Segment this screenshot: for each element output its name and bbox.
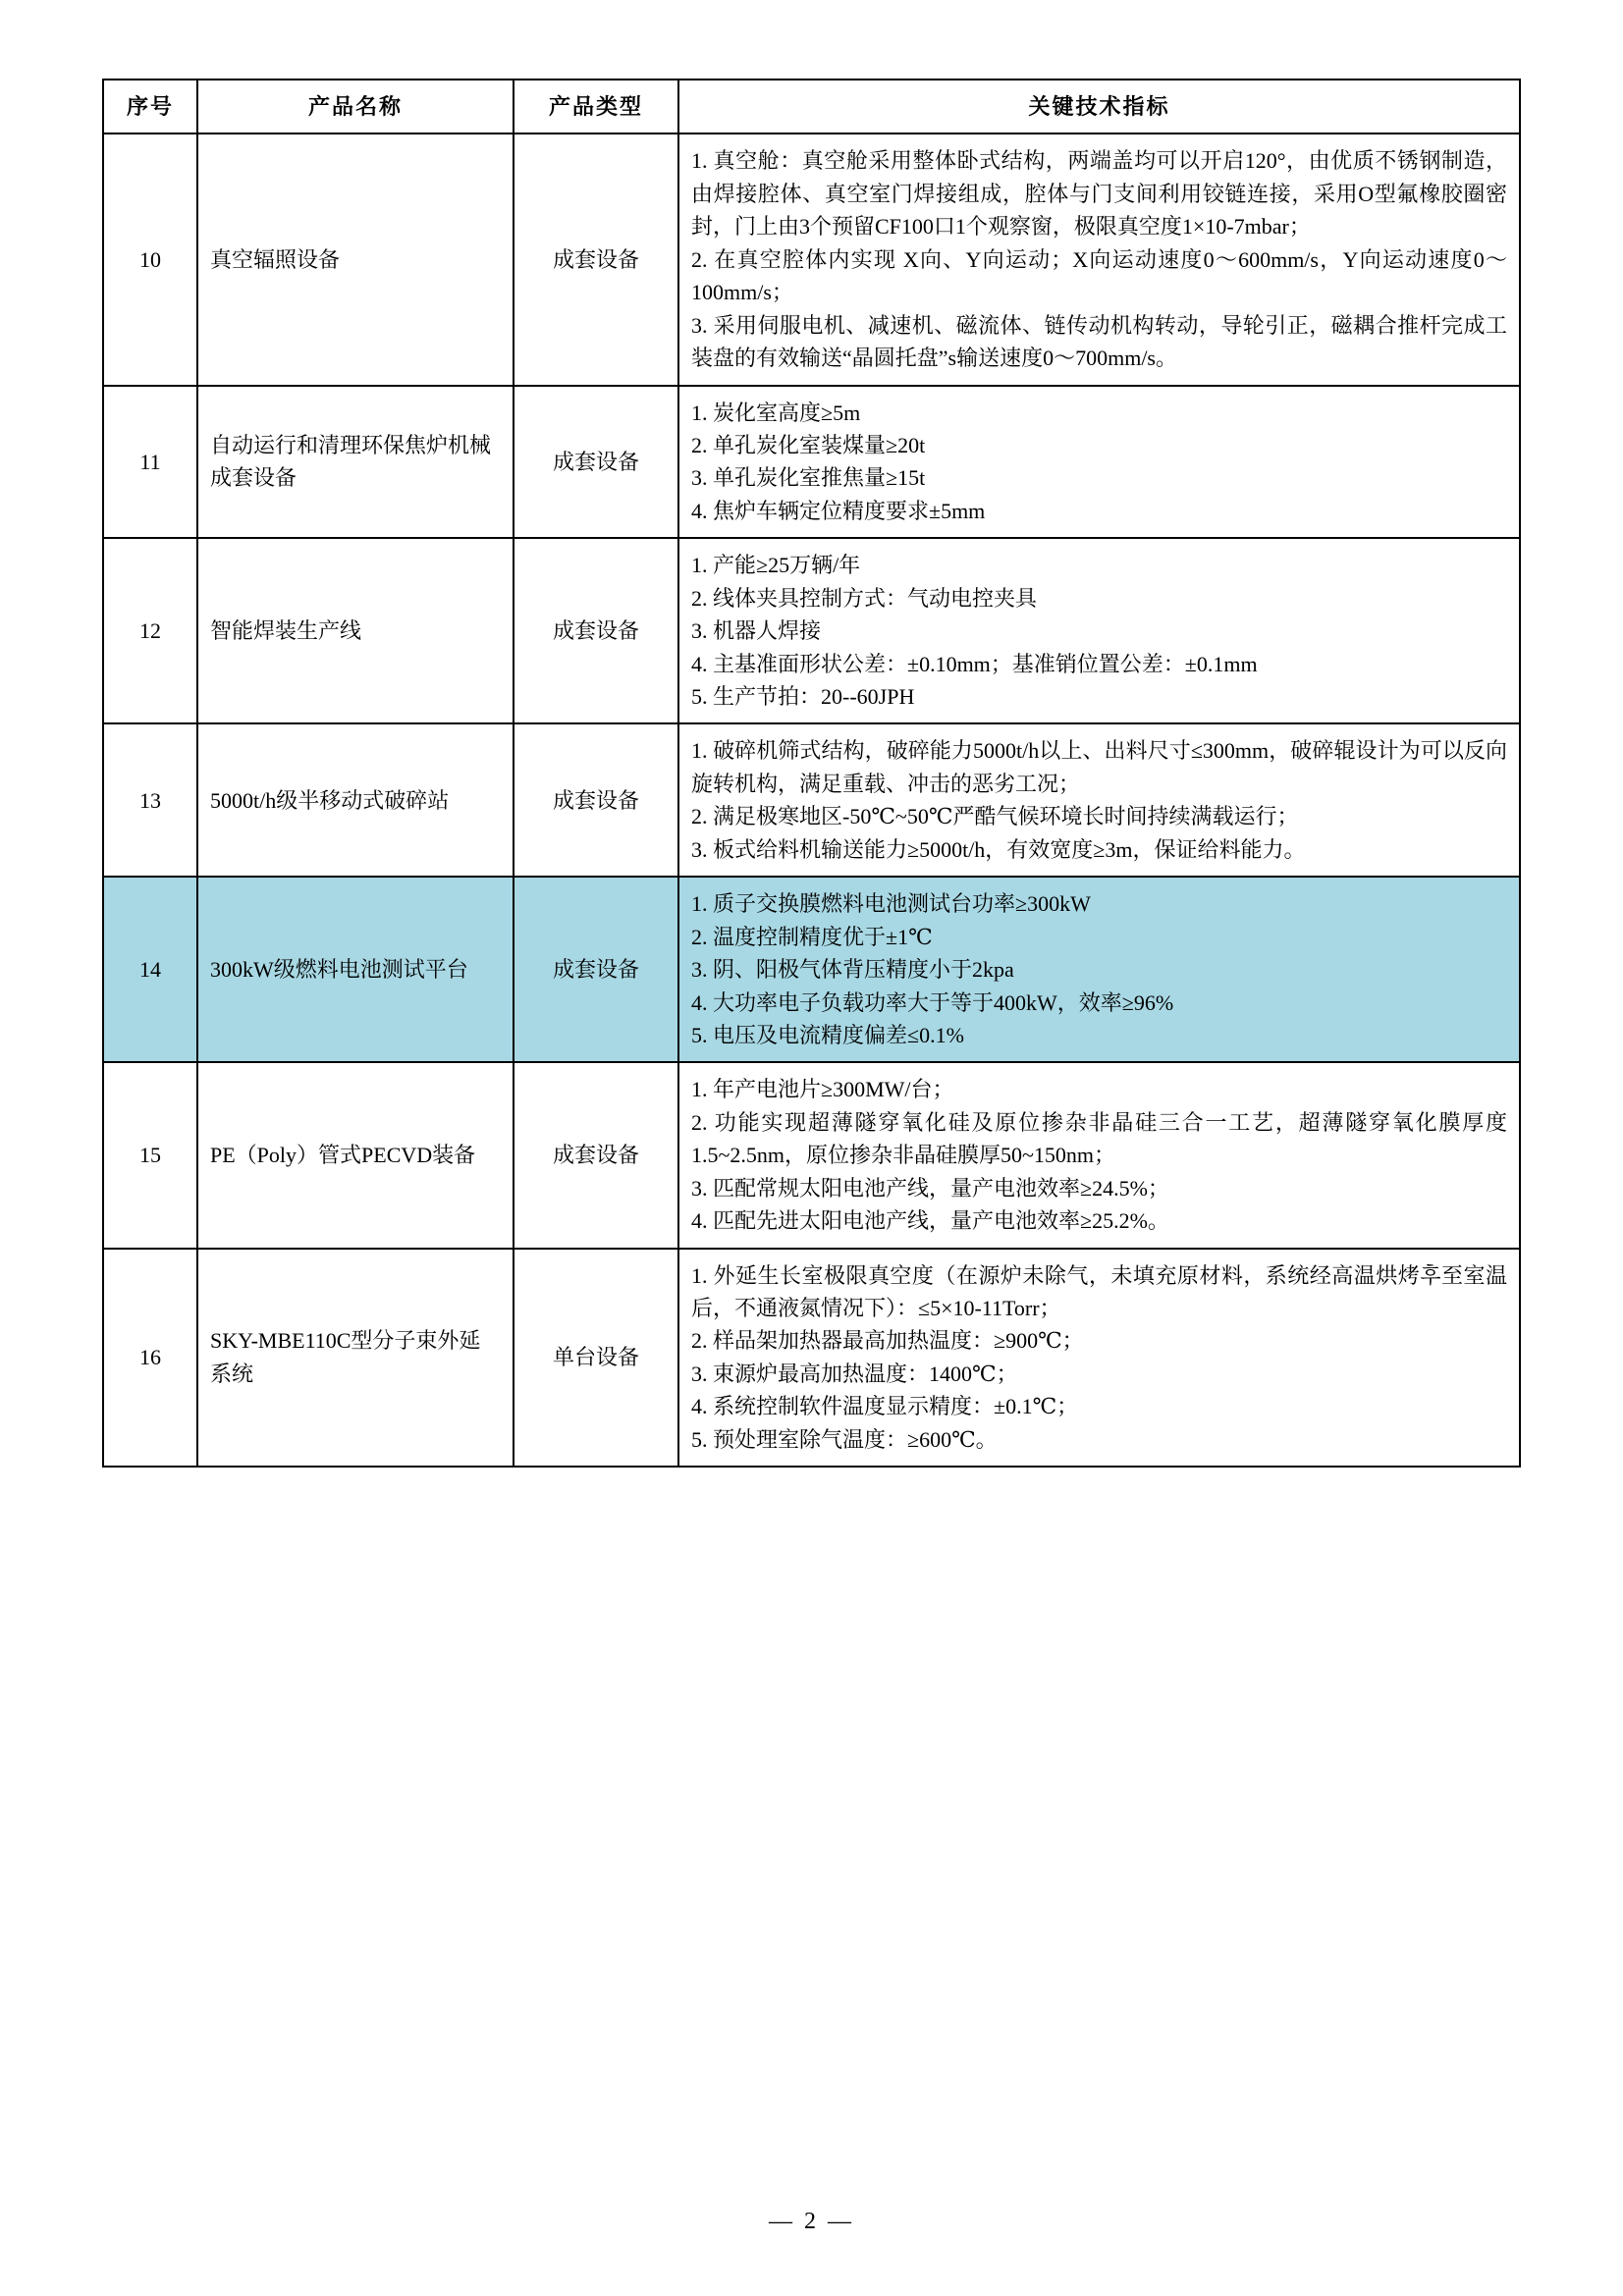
table-row (103, 386, 1520, 539)
spec-line: 4. 匹配先进太阳电池产线，量产电池效率≥25.2%。 (691, 1208, 1169, 1234)
spec-line: 3. 机器人焊接 (691, 618, 822, 644)
table-row (103, 133, 1520, 385)
table-row (103, 1062, 1520, 1248)
spec-line: 1. 外延生长室极限真空度（在源炉未除气，未填充原材料，系统经高温烘烤후至室温后，不通液氮情况下）：≤5×10-11Torr； (691, 1262, 1507, 1320)
cell-key-specs (678, 1249, 1520, 1468)
spec-line: 2. 功能实现超薄隧穿氧化硅及原位掺杂非晶硅三合一工艺，超薄隧穿氧化膜厚度1.5~2.5nm，原位掺杂非晶硅膜厚50~150nm； (691, 1109, 1507, 1168)
cell-key-specs (678, 538, 1520, 723)
spec-line: 1. 炭化室高度≥5m (691, 400, 861, 425)
spec-line: 3. 采用伺服电机、减速机、磁流体、链传动机构转动，导轮引正，磁耦合推杆完成工装盘的有效输送“晶圆托盘”s输送速度0～700mm/s。 (691, 312, 1507, 371)
cell-product-name: 智能焊装生产线 (197, 538, 514, 723)
spec-line: 4. 大功率电子负载功率大于等于400kW，效率≥96% (691, 989, 1174, 1015)
spec-line: 4. 焦炉车辆定位精度要求±5mm (691, 498, 986, 523)
spec-line: 1. 质子交换膜燃料电池测试台功率≥300kW (691, 891, 1091, 917)
spec-line: 4. 系统控制软件温度显示精度：±0.1℃； (691, 1394, 1079, 1419)
spec-line: 3. 单孔炭化室推焦量≥15t (691, 465, 926, 491)
cell-product-type: 成套设备 (514, 1062, 678, 1248)
cell-serial-number: 14 (103, 877, 197, 1062)
table-row (103, 877, 1520, 1062)
cell-key-specs (678, 723, 1520, 877)
cell-product-name: 300kW级燃料电池测试平台 (197, 877, 514, 1062)
spec-line: 4. 主基准面形状公差：±0.10mm；基准销位置公差：±0.1mm (691, 651, 1258, 676)
cell-serial-number: 13 (103, 723, 197, 877)
table-row (103, 538, 1520, 723)
table-row (103, 723, 1520, 877)
cell-product-type: 成套设备 (514, 877, 678, 1062)
cell-product-name: 5000t/h级半移动式破碎站 (197, 723, 514, 877)
spec-line: 1. 真空舱：真空舱采用整体卧式结构，两端盖均可以开启120°，由优质不锈钢制造，由焊接腔体、真空室门焊接组成，腔体与门支间利用铰链连接，采用O型氟橡胶圈密封，门上由3个预留CF100口1个观察窗，极限真空度1×10-7mbar； (691, 148, 1507, 240)
product-spec-table (102, 79, 1521, 1468)
table-header-row (103, 80, 1520, 133)
spec-line: 5. 生产节拍：20--60JPH (691, 684, 915, 709)
spec-line: 5. 预处理室除气温度：≥600℃。 (691, 1426, 998, 1452)
spec-line: 2. 温度控制精度优于±1℃ (691, 924, 933, 949)
cell-key-specs (678, 1062, 1520, 1248)
cell-serial-number: 11 (103, 386, 197, 539)
spec-line: 2. 线体夹具控制方式：气动电控夹具 (691, 585, 1038, 611)
spec-line: 1. 年产电池片≥300MW/台； (691, 1077, 954, 1102)
spec-line: 1. 破碎机筛式结构，破碎能力5000t/h以上、出料尺寸≤300mm，破碎辊设计为可以反向旋转机构，满足重载、冲击的恶劣工况； (691, 738, 1507, 796)
column-header-spec: 关键技术指标 (678, 80, 1520, 133)
cell-product-name: PE（Poly）管式PECVD装备 (197, 1062, 514, 1248)
cell-product-type: 成套设备 (514, 723, 678, 877)
cell-key-specs (678, 133, 1520, 385)
cell-product-type: 成套设备 (514, 386, 678, 539)
cell-serial-number: 10 (103, 133, 197, 385)
spec-line: 3. 匹配常规太阳电池产线，量产电池效率≥24.5%； (691, 1175, 1169, 1201)
cell-key-specs (678, 877, 1520, 1062)
cell-product-name: 真空辐照设备 (197, 133, 514, 385)
spec-line: 2. 满足极寒地区-50℃~50℃严酷气候环境长时间持续满载运行； (691, 804, 1299, 829)
page-footer: — 2 — (769, 2209, 854, 2234)
table-header (103, 80, 1520, 133)
spec-line: 3. 阴、阳极气体背压精度小于2kpa (691, 957, 1014, 983)
column-header-no: 序号 (103, 80, 197, 133)
spec-line: 5. 电压及电流精度偏差≤0.1% (691, 1022, 964, 1047)
spec-line: 2. 在真空腔体内实现 X向、Y向运动；X向运动速度0～600mm/s，Y向运动速度0～100mm/s； (691, 246, 1507, 305)
column-header-name: 产品名称 (197, 80, 514, 133)
spec-line: 3. 板式给料机输送能力≥5000t/h，有效宽度≥3m，保证给料能力。 (691, 836, 1306, 862)
spec-line: 3. 束源炉最高加热温度：1400℃； (691, 1361, 1018, 1386)
cell-product-type: 成套设备 (514, 133, 678, 385)
spec-line: 1. 产能≥25万辆/年 (691, 553, 861, 578)
cell-product-name: SKY-MBE110C型分子束外延系统 (197, 1249, 514, 1468)
cell-product-type: 单台设备 (514, 1249, 678, 1468)
cell-key-specs (678, 386, 1520, 539)
cell-serial-number: 15 (103, 1062, 197, 1248)
cell-serial-number: 12 (103, 538, 197, 723)
cell-serial-number: 16 (103, 1249, 197, 1468)
spec-line: 2. 样品架加热器最高加热温度：≥900℃； (691, 1328, 1084, 1354)
table-row (103, 1249, 1520, 1468)
column-header-type: 产品类型 (514, 80, 678, 133)
cell-product-type: 成套设备 (514, 538, 678, 723)
spec-line: 2. 单孔炭化室装煤量≥20t (691, 432, 926, 457)
cell-product-name: 自动运行和清理环保焦炉机械成套设备 (197, 386, 514, 539)
table-body (103, 133, 1520, 1467)
